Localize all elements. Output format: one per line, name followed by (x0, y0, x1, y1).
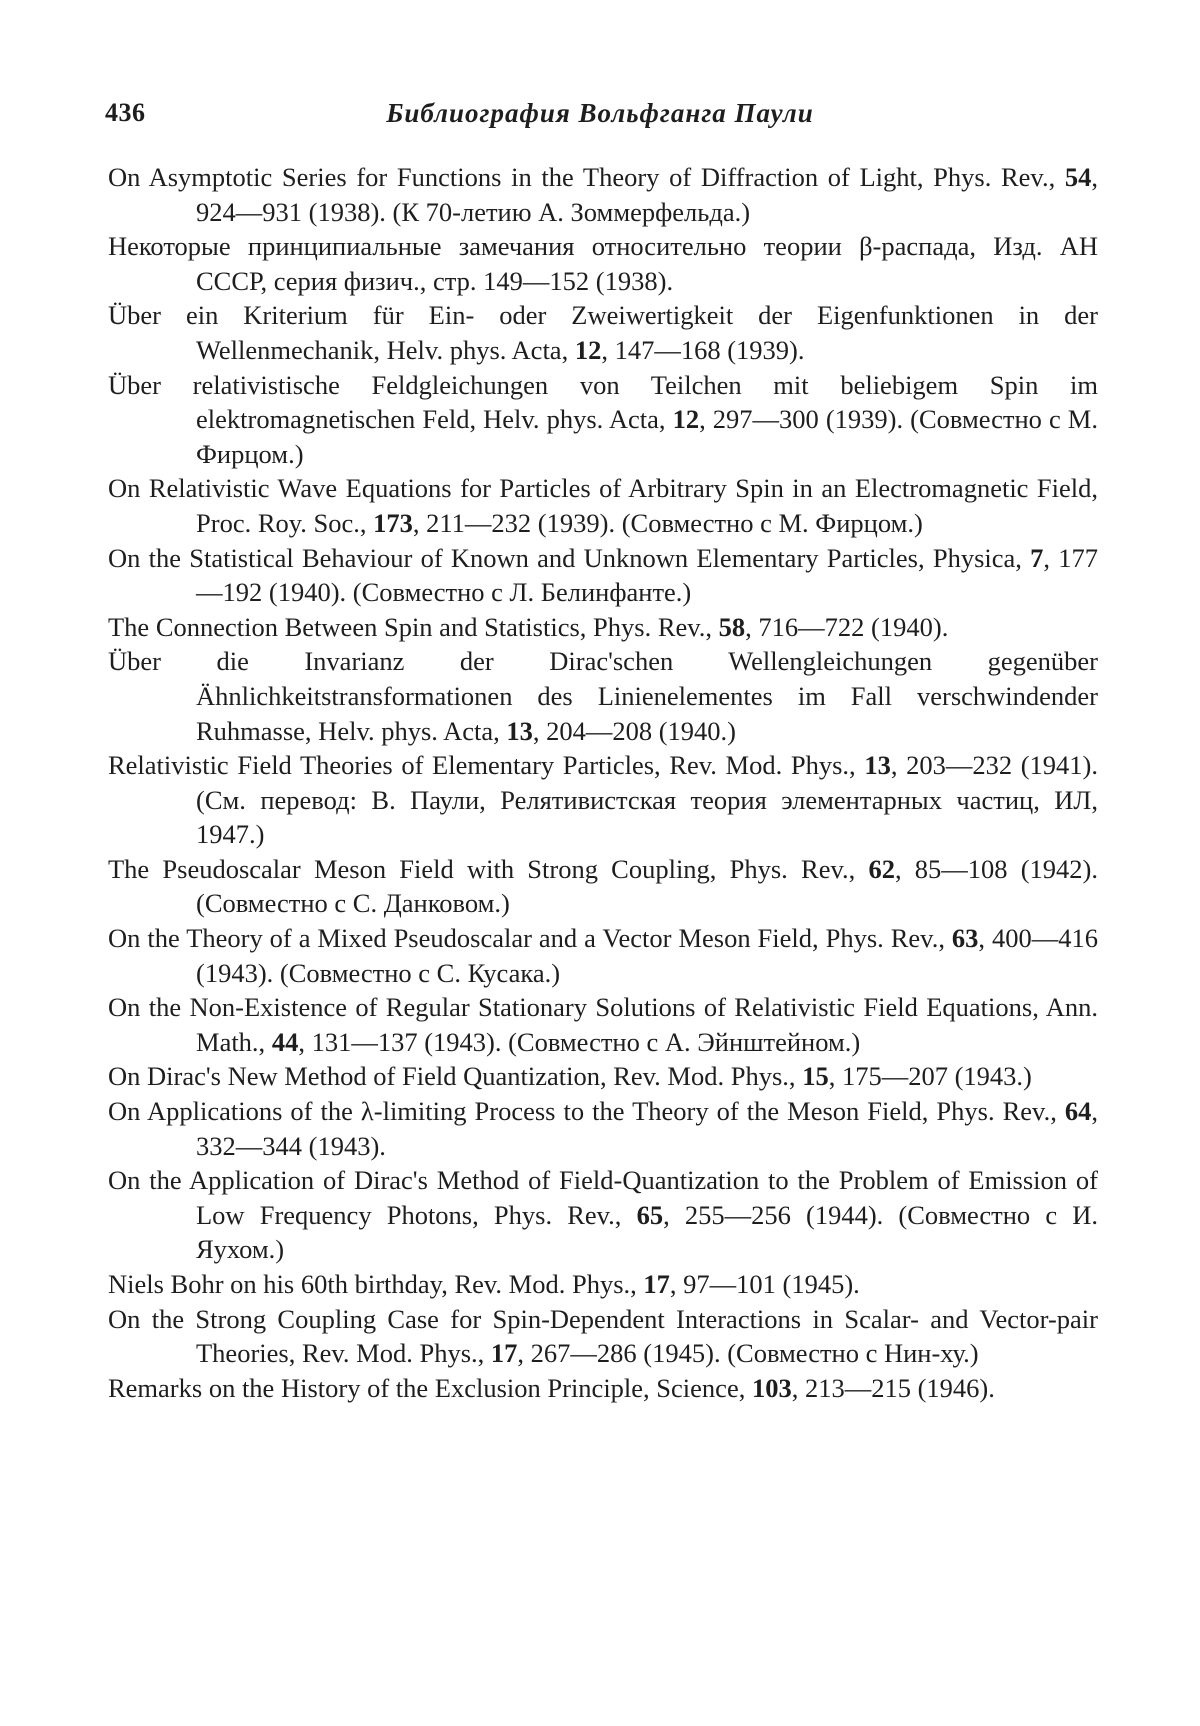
bibliography-entry: The Connection Between Spin and Statistics, Phys. Rev., 58, 716—722 (1940). (108, 611, 949, 642)
bibliography-entry: Niels Bohr on his 60th birthday, Rev. Mod. Phys., 17, 97—101 (1945). (108, 1269, 860, 1299)
bibliography-entry: On Asymptotic Series for Functions in the Theory of Diffraction of Light, Phys. Rev., 54, 924—931 (1938). (К 70-летию А. Зоммерфельда.) (108, 162, 1098, 227)
bibliography-entry: On Dirac's New Method of Field Quantization, Rev. Mod. Phys., 15, 175—207 (1943.) (108, 1061, 1032, 1092)
bibliography-entry: The Pseudoscalar Meson Field with Strong Coupling, Phys. Rev., 62, 85—108 (1942). (Совместно с С. Данковом.) (108, 853, 1098, 919)
bibliography-entry: On Relativistic Wave Equations for Particles of Arbitrary Spin in an Electromagnetic Field, Proc. Roy. Soc., 173, 211—232 (1939). (Совместно с М. Фирцом.) (108, 473, 1098, 538)
bibliography-entry: On Applications of the λ-limiting Process to the Theory of the Meson Field, Phys. Rev., 64, 332—344 (1943). (108, 1096, 1098, 1161)
bibliography-entry: On the Strong Coupling Case for Spin-Dependent Interactions in Scalar- and Vector-pair Theories, Rev. Mod. Phys., 17, 267—286 (1945). (Совместно с Нин-ху.) (108, 1303, 1098, 1369)
bibliography-entry: On the Non-Existence of Regular Stationary Solutions of Relativistic Field Equations, Ann. Math., 44, 131—137 (1943). (Совместно с А. Эйнштейном.) (108, 992, 1098, 1057)
bibliography-entry: On the Statistical Behaviour of Known and Unknown Elementary Particles, Physica, 7, 177—192 (1940). (Совместно с Л. Белинфанте.) (108, 542, 1098, 608)
bibliography-entry: Über ein Kriterium für Ein- oder Zweiwertigkeit der Eigenfunktionen in der Wellenmechanik, Helv. phys. Acta, 12, 147—168 (1939). (108, 300, 1098, 365)
bibliography-entry: Über relativistische Feldgleichungen von Teilchen mit beliebigem Spin im elektromagnetischen Feld, Helv. phys. Acta, 12, 297—300 (1939). (Совместно с М. Фирцом.) (108, 369, 1098, 469)
bibliography-entry: On the Application of Dirac's Method of Field-Quantization to the Problem of Emission of Low Frequency Photons, Phys. Rev., 65, 255—256 (1944). (Совместно с И. Яухом.) (108, 1165, 1098, 1265)
bibliography-entry: Remarks on the History of the Exclusion Principle, Science, 103, 213—215 (1946). (108, 1372, 995, 1403)
bibliography-entry: Relativistic Field Theories of Elementary Particles, Rev. Mod. Phys., 13, 203—232 (1941). (См. перевод: В. Паули, Релятивистская теория элементарных частиц, ИЛ, 1947.) (108, 750, 1098, 850)
bibliography-entry: Некоторые принципиальные замечания относительно теории β-распада, Изд. АН СССР, серия физич., стр. 149—152 (1938). (108, 231, 1098, 296)
bibliography-entry: Über die Invarianz der Dirac'schen Wellengleichungen gegenüber Ähnlichkeitstransformationen des Linienelementes im Fall verschwindender Ruhmasse, Helv. phys. Acta, 13, 204—208 (1940.) (108, 646, 1098, 746)
page-number: 436 (105, 98, 146, 127)
page-header (105, 98, 1095, 138)
bibliography-entry: On the Theory of a Mixed Pseudoscalar and a Vector Meson Field, Phys. Rev., 63, 400—416 (1943). (Совместно с С. Кусака.) (108, 923, 1098, 988)
running-title: Библиография Вольфганга Паули (386, 98, 814, 128)
bibliography-list (108, 160, 1098, 1405)
